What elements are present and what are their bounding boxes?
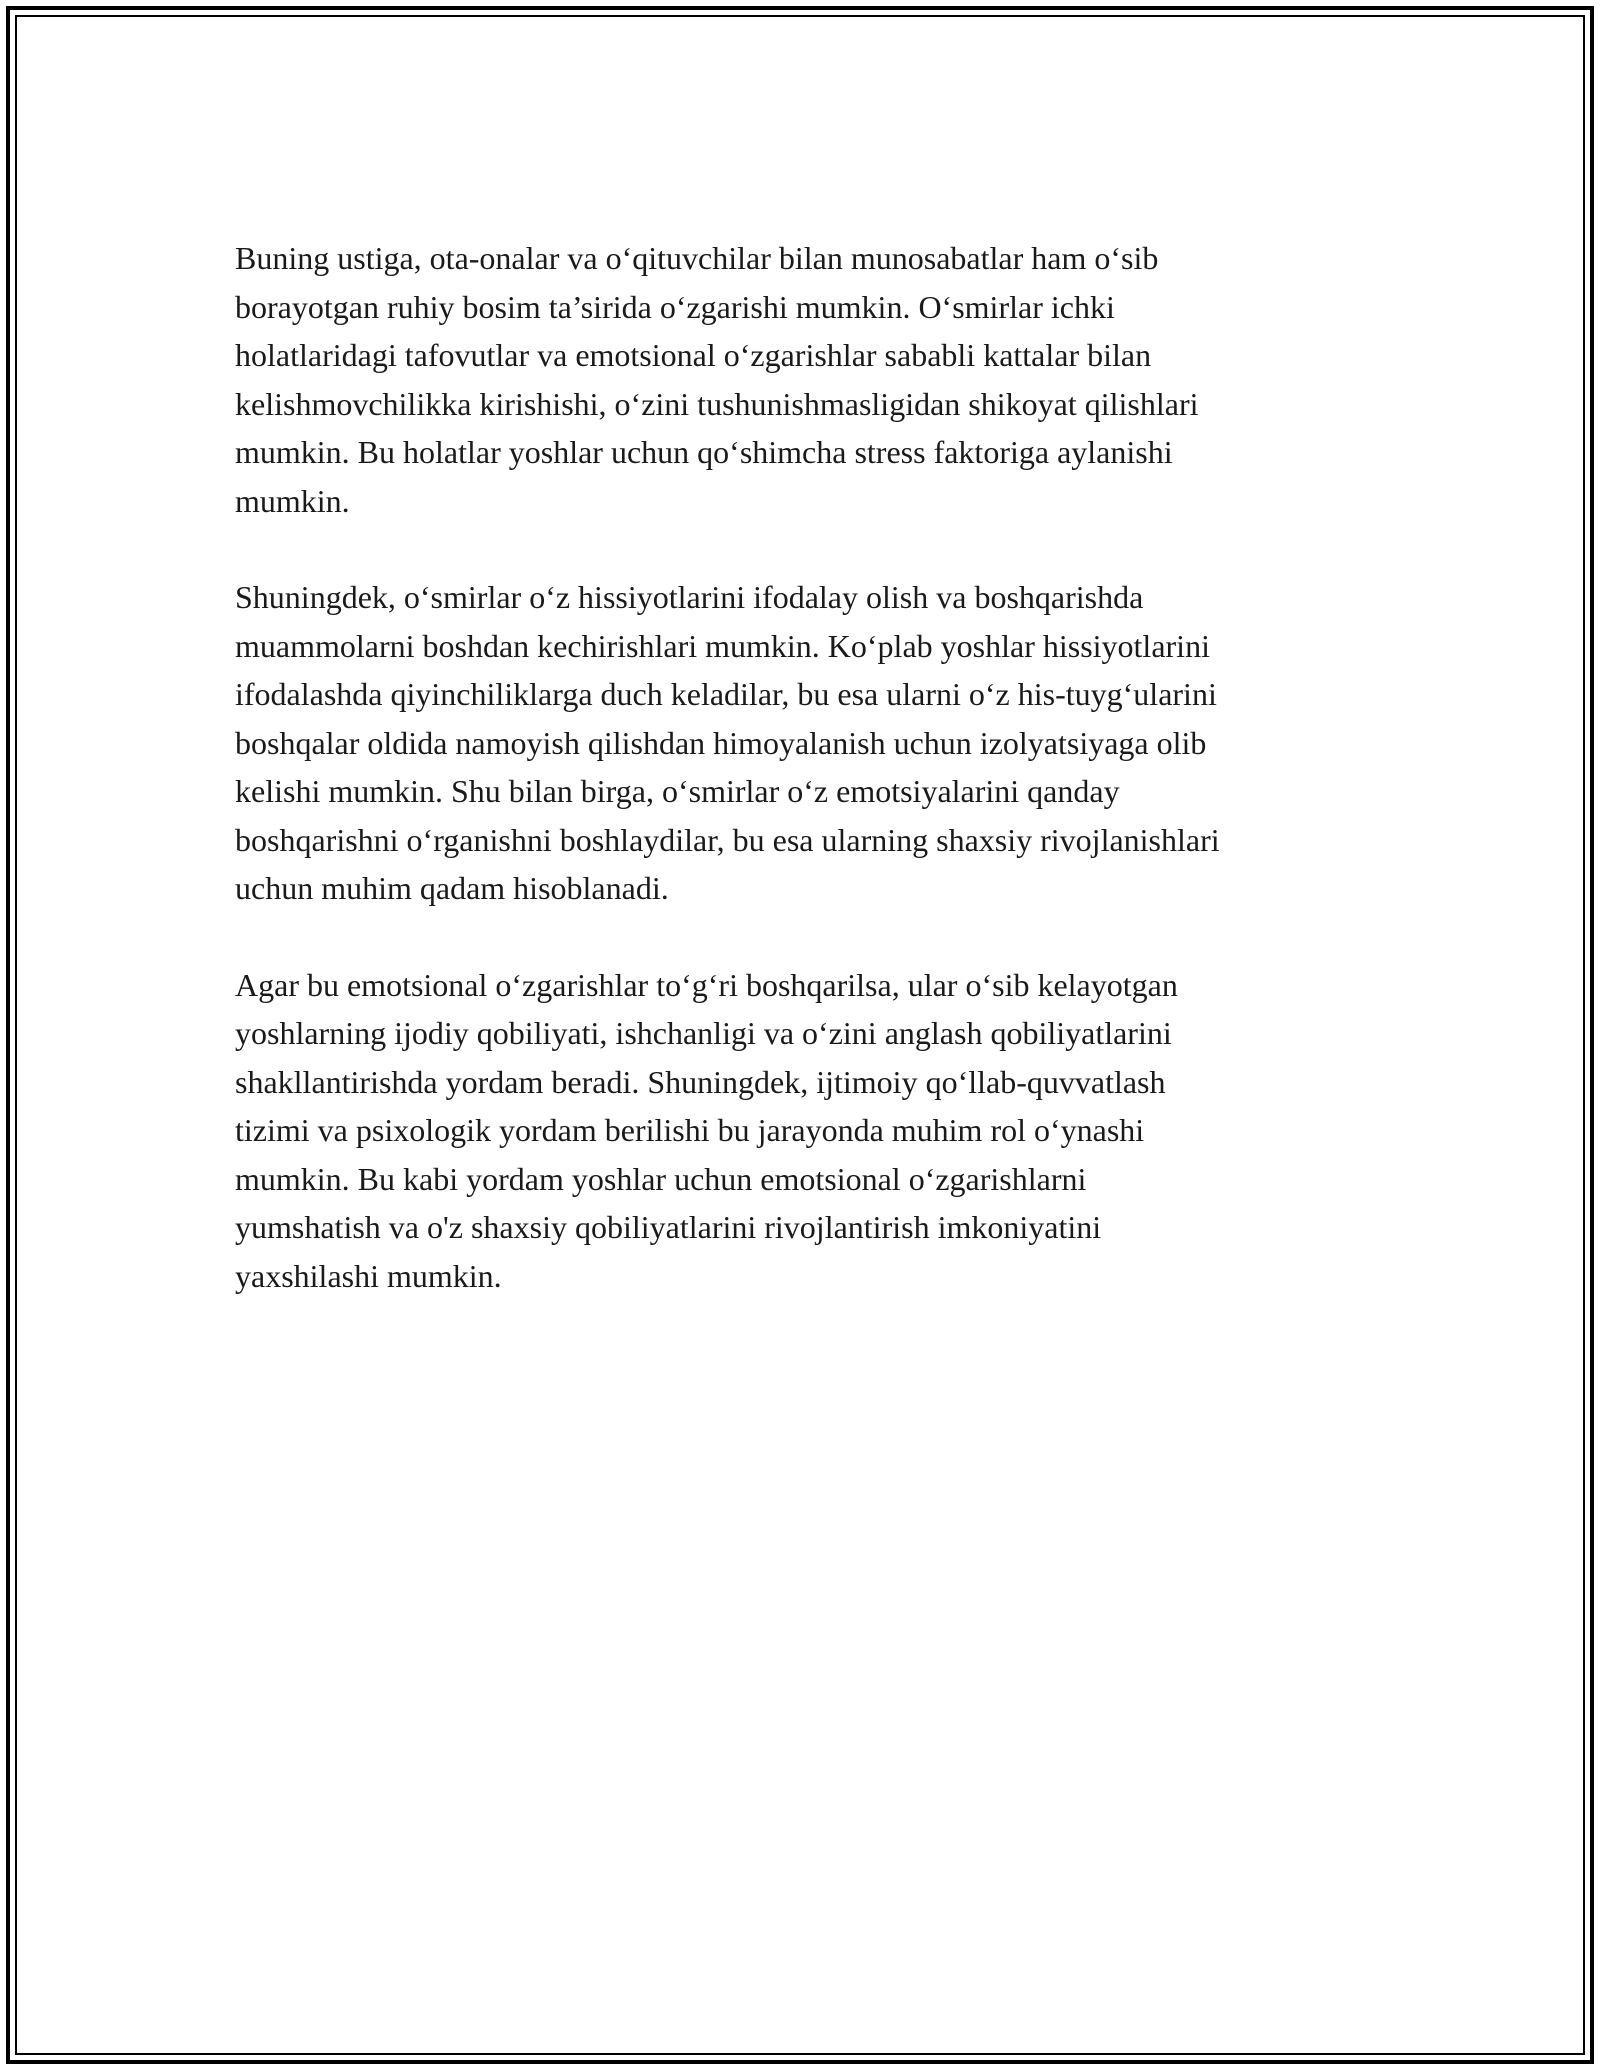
document-body — [235, 234, 1395, 1348]
paragraph-1 — [235, 234, 1395, 525]
text-line: mumkin. — [235, 482, 350, 519]
text-line: yoshlarning ijodiy qobiliyati, ishchanligi va o‘zini anglash qobiliyatlarini — [235, 1015, 1172, 1051]
text-line: shakllantirishda yordam beradi. Shuningdek, ijtimoiy qo‘llab-quvvatlash — [235, 1063, 1166, 1100]
text-line: ifodalashda qiyinchiliklarga duch keladilar, bu esa ularni o‘z his-tuyg‘ularini — [235, 676, 1217, 712]
text-line: boshqarishni o‘rganishni boshlaydilar, bu esa ularning shaxsiy rivojlanishlari — [235, 821, 1220, 858]
text-line: muammolarni boshdan kechirishlari mumkin. Ko‘plab yoshlar hissiyotlarini — [235, 627, 1210, 664]
text-line: borayotgan ruhiy bosim ta’sirida o‘zgarishi mumkin. O‘smirlar ichki — [235, 288, 1115, 325]
text-line: boshqalar oldida namoyish qilishdan himoyalanish uchun izolyatsiyaga olib — [235, 724, 1207, 761]
text-line: tizimi va psixologik yordam berilishi bu jarayonda muhim rol o‘ynashi — [235, 1112, 1145, 1148]
text-line: kelishmovchilikka kirishishi, o‘zini tushunishmasligidan shikoyat qilishlari — [235, 385, 1199, 422]
text-line: holatlaridagi tafovutlar va emotsional o‘zgarishlar sababli kattalar bilan — [235, 337, 1152, 373]
text-line: yaxshilashi mumkin. — [235, 1257, 502, 1294]
text-line: yumshatish va o'z shaxsiy qobiliyatlarini rivojlantirish imkoniyatini — [235, 1209, 1102, 1245]
text-line: Agar bu emotsional o‘zgarishlar to‘g‘ri boshqarilsa, ular o‘sib kelayotgan — [235, 966, 1178, 1003]
text-line: Shuningdek, o‘smirlar o‘z hissiyotlarini ifodalay olish va boshqarishda — [235, 579, 1144, 615]
paragraph-3 — [235, 961, 1395, 1301]
text-line: kelishi mumkin. Shu bilan birga, o‘smirlar o‘z emotsiyalarini qanday — [235, 773, 1120, 809]
text-line: mumkin. Bu holatlar yoshlar uchun qo‘shimcha stress faktoriga aylanishi — [235, 434, 1173, 470]
paragraph-2 — [235, 573, 1395, 913]
text-line: Buning ustiga, ota-onalar va o‘qituvchilar bilan munosabatlar ham o‘sib — [235, 240, 1159, 276]
text-line: uchun muhim qadam hisoblanadi. — [235, 870, 669, 906]
text-line: mumkin. Bu kabi yordam yoshlar uchun emotsional o‘zgarishlarni — [235, 1160, 1087, 1197]
